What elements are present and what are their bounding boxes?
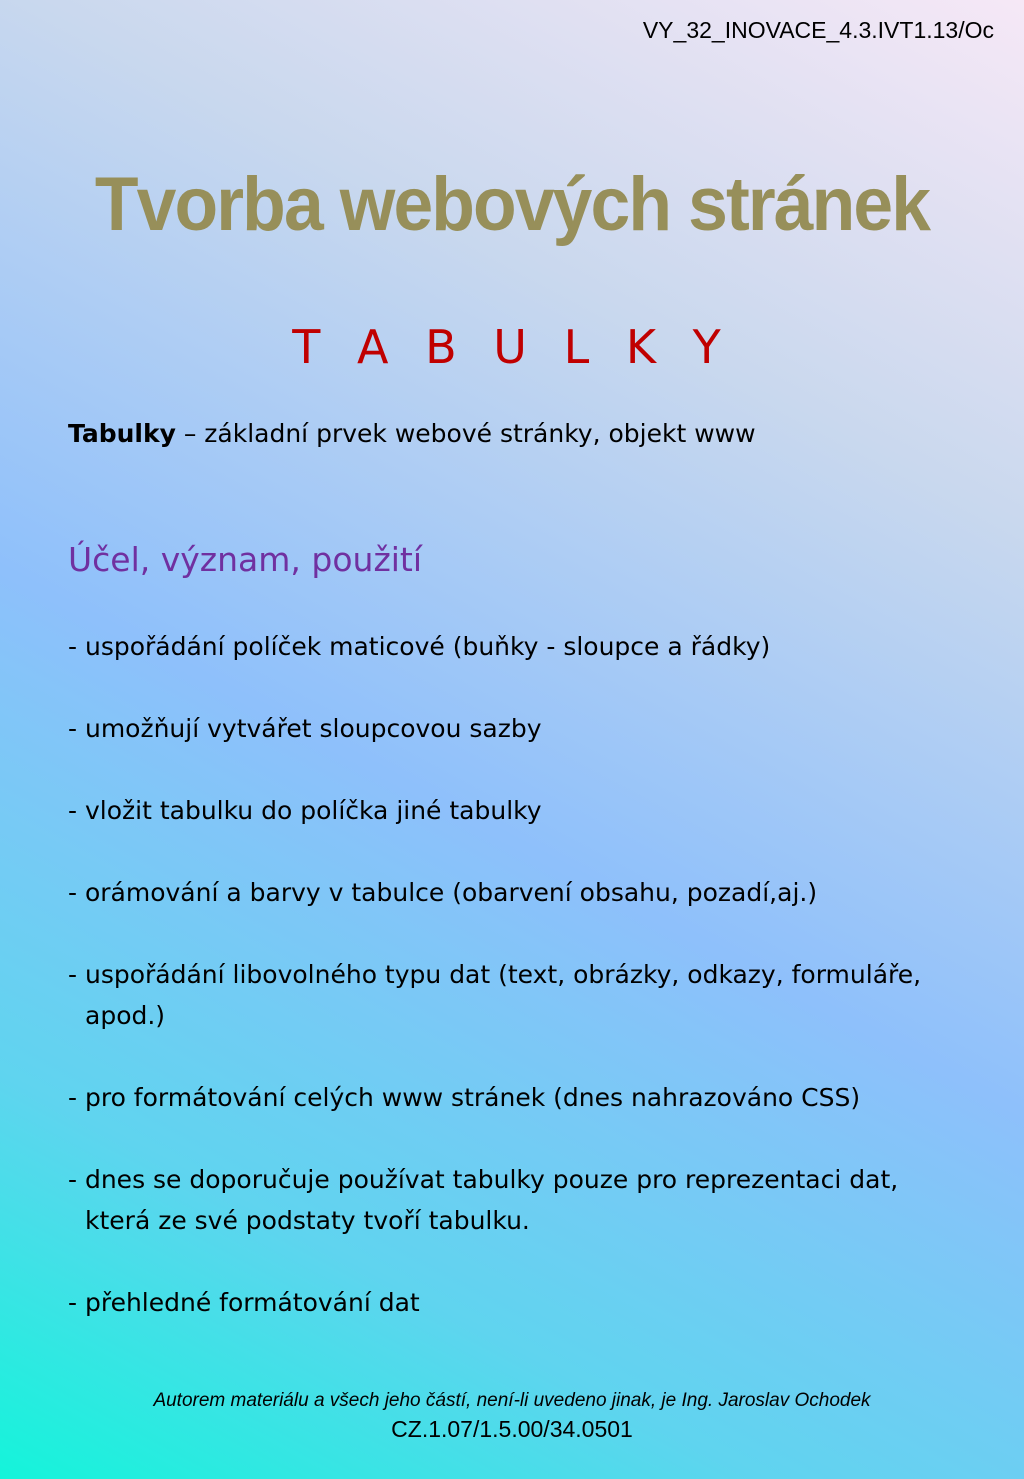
page-title: Tvorba webových stránek — [94, 162, 930, 247]
list-item-text: - umožňují vytvářet sloupcovou sazby — [68, 714, 542, 743]
intro-definition — [68, 414, 756, 454]
list-item — [68, 1282, 420, 1323]
list-item — [68, 708, 542, 749]
list-item — [68, 872, 817, 913]
list-item-continuation: která ze své podstaty tvoří tabulku. — [85, 1206, 530, 1235]
page-subtitle: T A B U L K Y — [292, 320, 732, 374]
intro-term: Tabulky — [68, 419, 176, 448]
list-item-text: - vložit tabulku do políčka jiné tabulky — [68, 796, 542, 825]
list-item-text: - přehledné formátování dat — [68, 1288, 420, 1317]
footer — [0, 1388, 1024, 1444]
intro-text: – základní prvek webové stránky, objekt www — [175, 419, 756, 448]
list-item-text: - pro formátování celých www stránek (dnes nahrazováno CSS) — [68, 1083, 861, 1112]
list-item-text: - uspořádání políček maticové (buňky - sloupce a řádky) — [68, 632, 771, 661]
section-heading: Účel, význam, použití — [68, 540, 423, 579]
list-item-text: - uspořádání libovolného typu dat (text, obrázky, odkazy, formuláře, — [68, 960, 922, 989]
list-item — [68, 1159, 898, 1241]
list-item — [68, 626, 770, 667]
footer-author: Autorem materiálu a všech jeho částí, není-li uvedeno jinak, je Ing. Jaroslav Ochodek — [153, 1390, 871, 1411]
footer-project-code: CZ.1.07/1.5.00/34.0501 — [391, 1416, 633, 1442]
list-item — [68, 790, 542, 831]
list-item-text: - dnes se doporučuje používat tabulky pouze pro reprezentaci dat, — [68, 1165, 899, 1194]
list-item — [68, 1077, 860, 1118]
list-item-continuation: apod.) — [85, 1001, 166, 1030]
list-item — [68, 954, 921, 1036]
document-code: VY_32_INOVACE_4.3.IVT1.13/Oc — [642, 17, 994, 43]
list-item-text: - orámování a barvy v tabulce (obarvení obsahu, pozadí,aj.) — [68, 878, 818, 907]
